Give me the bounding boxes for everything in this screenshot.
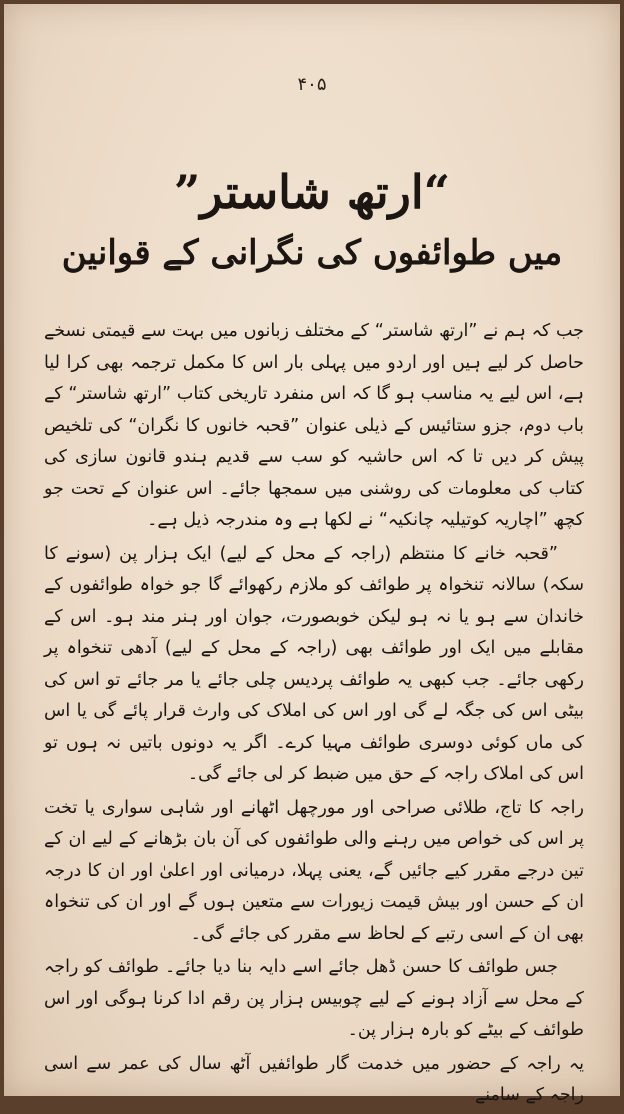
chapter-subtitle: میں طوائفوں کی نگرانی کے قوانین [61,233,563,273]
paragraph: جس طوائف کا حسن ڈھل جائے اسے دایہ بنا دیا جائے۔ طوائف کو راجہ کے محل سے آزاد ہونے کے لیے چوبیس ہزار پن رقم ادا کرنا ہوگی اور اس طوائف کے بیٹے کو بارہ ہزار پن۔ [44,957,584,1040]
chapter-title: ”ارتھ شاستر“ [173,165,451,219]
paragraph: ”قحبہ خانے کا منتظم (راجہ کے محل کے لیے) ایک ہزار پن (سونے کا سکہ) سالانہ تنخواہ پر طوائف کو ملازم رکھوائے گا جو خواہ طوائفوں کے خاندان سے ہو یا نہ ہو لیکن خوبصورت، جوان اور ہنر مند ہو۔ اس کے مقابلے میں ایک اور طوائف بھی (راجہ کے محل کے لیے) آدھی تنخواہ پر رکھی جائے۔ جب کبھی یہ طوائف پردیس چلی جائے یا مر جائے تو اس کی بیٹی اس کی جگہ لے گی اور اس کی املاک کی وارث قرار پائے گی یا اس کی ماں کوئی دوسری طوائف مہیا کرے۔ اگر یہ دونوں باتیں نہ ہوں تو اس کی املاک راجہ کے حق میں ضبط کر لی جائے گی۔ [44,543,584,784]
book-page [4,4,620,1105]
paragraph: جب کہ ہم نے ”ارتھ شاستر“ کے مختلف زبانوں میں بہت سے قیمتی نسخے حاصل کر لیے ہیں اور اردو میں پہلی بار اس کا مکمل ترجمہ بھی کرا لیا ہے، اس لیے یہ مناسب ہو گا کہ اس منفرد تاریخی کتاب ”ارتھ شاستر“ کے باب دوم، جزو ستائیس کے ذیلی عنوان ”قحبہ خانوں کا نگران“ کی تلخیص پیش کر دیں تا کہ اس حاشیہ کو سب سے قدیم ہندو قانون سازی کی کتاب کی معلومات کی روشنی میں سمجھا جائے۔ اس عنوان کے تحت جو کچھ ”اچاریہ کوتیلیہ چانکیہ“ نے لکھا ہے وہ مندرجہ ذیل ہے۔ [44,321,584,530]
body-text [44,316,584,1114]
paragraph: راجہ کا تاج، طلائی صراحی اور مورچھل اٹھانے اور شاہی سواری یا تخت پر اس کی خواص میں رہنے والی طوائفوں کی آن بان بڑھانے کے لیے ان کے تین درجے مقرر کیے جائیں گے، یعنی پہلا، درمیانی اور اعلیٰ اور ان کا درجہ ان کے حسن اور بیش قیمت زیورات سے متعین ہوں گے اور ان کی تنخواہ بھی ان کے اسی رتبے کے لحاظ سے مقرر کی جائے گی۔ [44,797,584,944]
page-number: ۴۰۵ [297,74,327,95]
paragraph: یہ راجہ کے حضور میں خدمت گار طوائفیں آٹھ سال کی عمر سے اسی راجہ کے سامنے [44,1053,584,1105]
